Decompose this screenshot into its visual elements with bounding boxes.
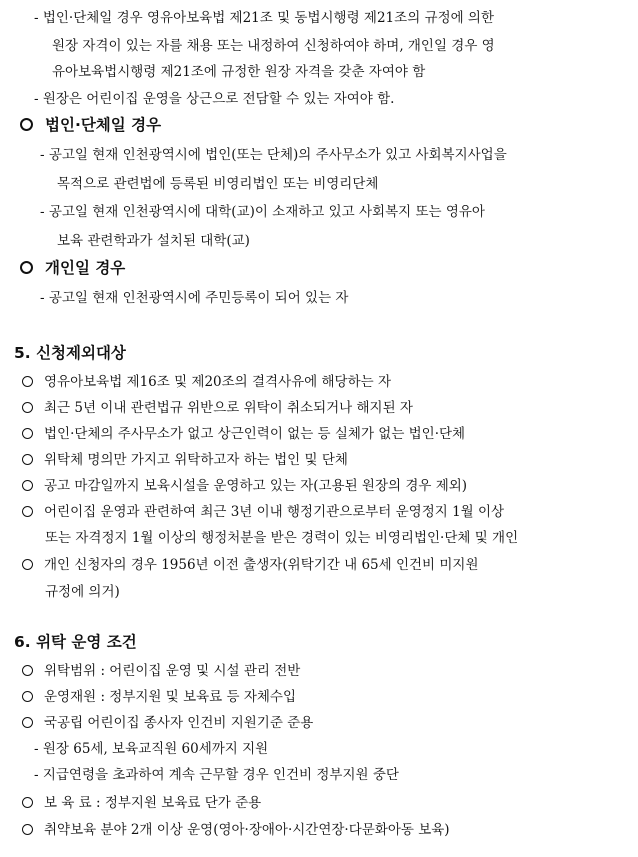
circle-bullet-icon [22,428,33,439]
section6-item-5 [22,821,450,839]
section5-item-5 [22,477,467,495]
section5-item-7-cont: 규정에 의거) [45,584,120,600]
corp-line-1: - 공고일 현재 인천광역시에 법인(또는 단체)의 주사무소가 있고 사회복지사업을 [40,147,507,163]
section6-item-text: 보 육 료 : 정부지원 보육료 단가 준용 [44,795,262,811]
section5-item-4 [22,451,348,469]
circle-bullet-icon [20,261,33,274]
circle-bullet-icon [22,665,33,676]
section6-item-text: 국공립 어린이집 종사자 인건비 지원기준 준용 [44,715,314,731]
intro-line-4: - 원장은 어린이집 운영을 상근으로 전담할 수 있는 자여야 함. [34,91,395,107]
section6-item-text: 취약보육 분야 2개 이상 운영(영아·장애아·시간연장·다문화아동 보육) [44,822,450,838]
corp-line-4: 보육 관련학과가 설치된 대학(교) [57,233,250,249]
circle-bullet-icon [22,559,33,570]
section5-item-3 [22,425,465,443]
circle-bullet-icon [22,376,33,387]
section6-sub-1: - 원장 65세, 보육교직원 60세까지 지원 [34,741,269,757]
section6-item-text: 위탁범위 : 어린이집 운영 및 시설 관리 전반 [44,663,301,679]
section6-item-text: 운영재원 : 정부지원 및 보육료 등 자체수입 [44,689,296,705]
intro-line-3: 유아보육법시행령 제21조에 규정한 원장 자격을 갖춘 자여야 함 [52,64,426,80]
circle-bullet-icon [22,402,33,413]
corp-heading-text: 법인·단체일 경우 [45,116,162,134]
corp-heading [20,116,161,134]
circle-bullet-icon [22,824,33,835]
circle-bullet-icon [22,717,33,728]
circle-bullet-icon [22,797,33,808]
individual-line-1: - 공고일 현재 인천광역시에 주민등록이 되어 있는 자 [40,290,349,306]
section6-item-2 [22,688,296,706]
corp-line-2: 목적으로 관련법에 등록된 비영리법인 또는 비영리단체 [57,176,379,192]
section5-item-6-cont: 또는 자격정지 1월 이상의 행정처분을 받은 경력이 있는 비영리법인·단체 및 개인 [45,530,519,546]
intro-line-2: 원장 자격이 있는 자를 채용 또는 내정하여 신청하여야 하며, 개인일 경우 영 [52,38,495,54]
section5-item-text: 개인 신청자의 경우 1956년 이전 출생자(위탁기간 내 65세 인건비 미지원 [44,557,479,573]
individual-heading [20,259,125,277]
section6-item-1 [22,662,300,680]
section5-item-text: 공고 마감일까지 보육시설을 운영하고 있는 자(고용된 원장의 경우 제외) [44,478,468,494]
circle-bullet-icon [22,506,33,517]
circle-bullet-icon [20,118,33,131]
circle-bullet-icon [22,454,33,465]
section5-item-text: 위탁체 명의만 가지고 위탁하고자 하는 법인 및 단체 [44,452,348,468]
section5-item-text: 어린이집 운영과 관련하여 최근 3년 이내 행정기관으로부터 운영정지 1월 이상 [44,504,505,520]
circle-bullet-icon [22,691,33,702]
section5-item-text: 법인·단체의 주사무소가 없고 상근인력이 없는 등 실체가 없는 법인·단체 [44,426,466,442]
section6-sub-2: - 지급연령을 초과하여 계속 근무할 경우 인건비 정부지원 중단 [34,767,399,783]
section6-item-3 [22,714,313,732]
section5-title: 5. 신청제외대상 [14,344,126,362]
section6-title: 6. 위탁 운영 조건 [14,633,137,651]
section5-item-text: 영유아보육법 제16조 및 제20조의 결격사유에 해당하는 자 [44,374,392,390]
individual-heading-text: 개인일 경우 [45,259,126,277]
corp-line-3: - 공고일 현재 인천광역시에 대학(교)이 소재하고 있고 사회복지 또는 영유아 [40,204,485,220]
section5-item-6 [22,503,504,521]
section5-item-1 [22,373,391,391]
section5-item-7 [22,556,479,574]
section5-item-text: 최근 5년 이내 관련법규 위반으로 위탁이 취소되거나 해지된 자 [44,400,413,416]
intro-line-1: - 법인·단체일 경우 영유아보육법 제21조 및 동법시행령 제21조의 규정에 의한 [34,10,495,26]
circle-bullet-icon [22,480,33,491]
section6-item-4 [22,794,261,812]
section5-item-2 [22,399,413,417]
